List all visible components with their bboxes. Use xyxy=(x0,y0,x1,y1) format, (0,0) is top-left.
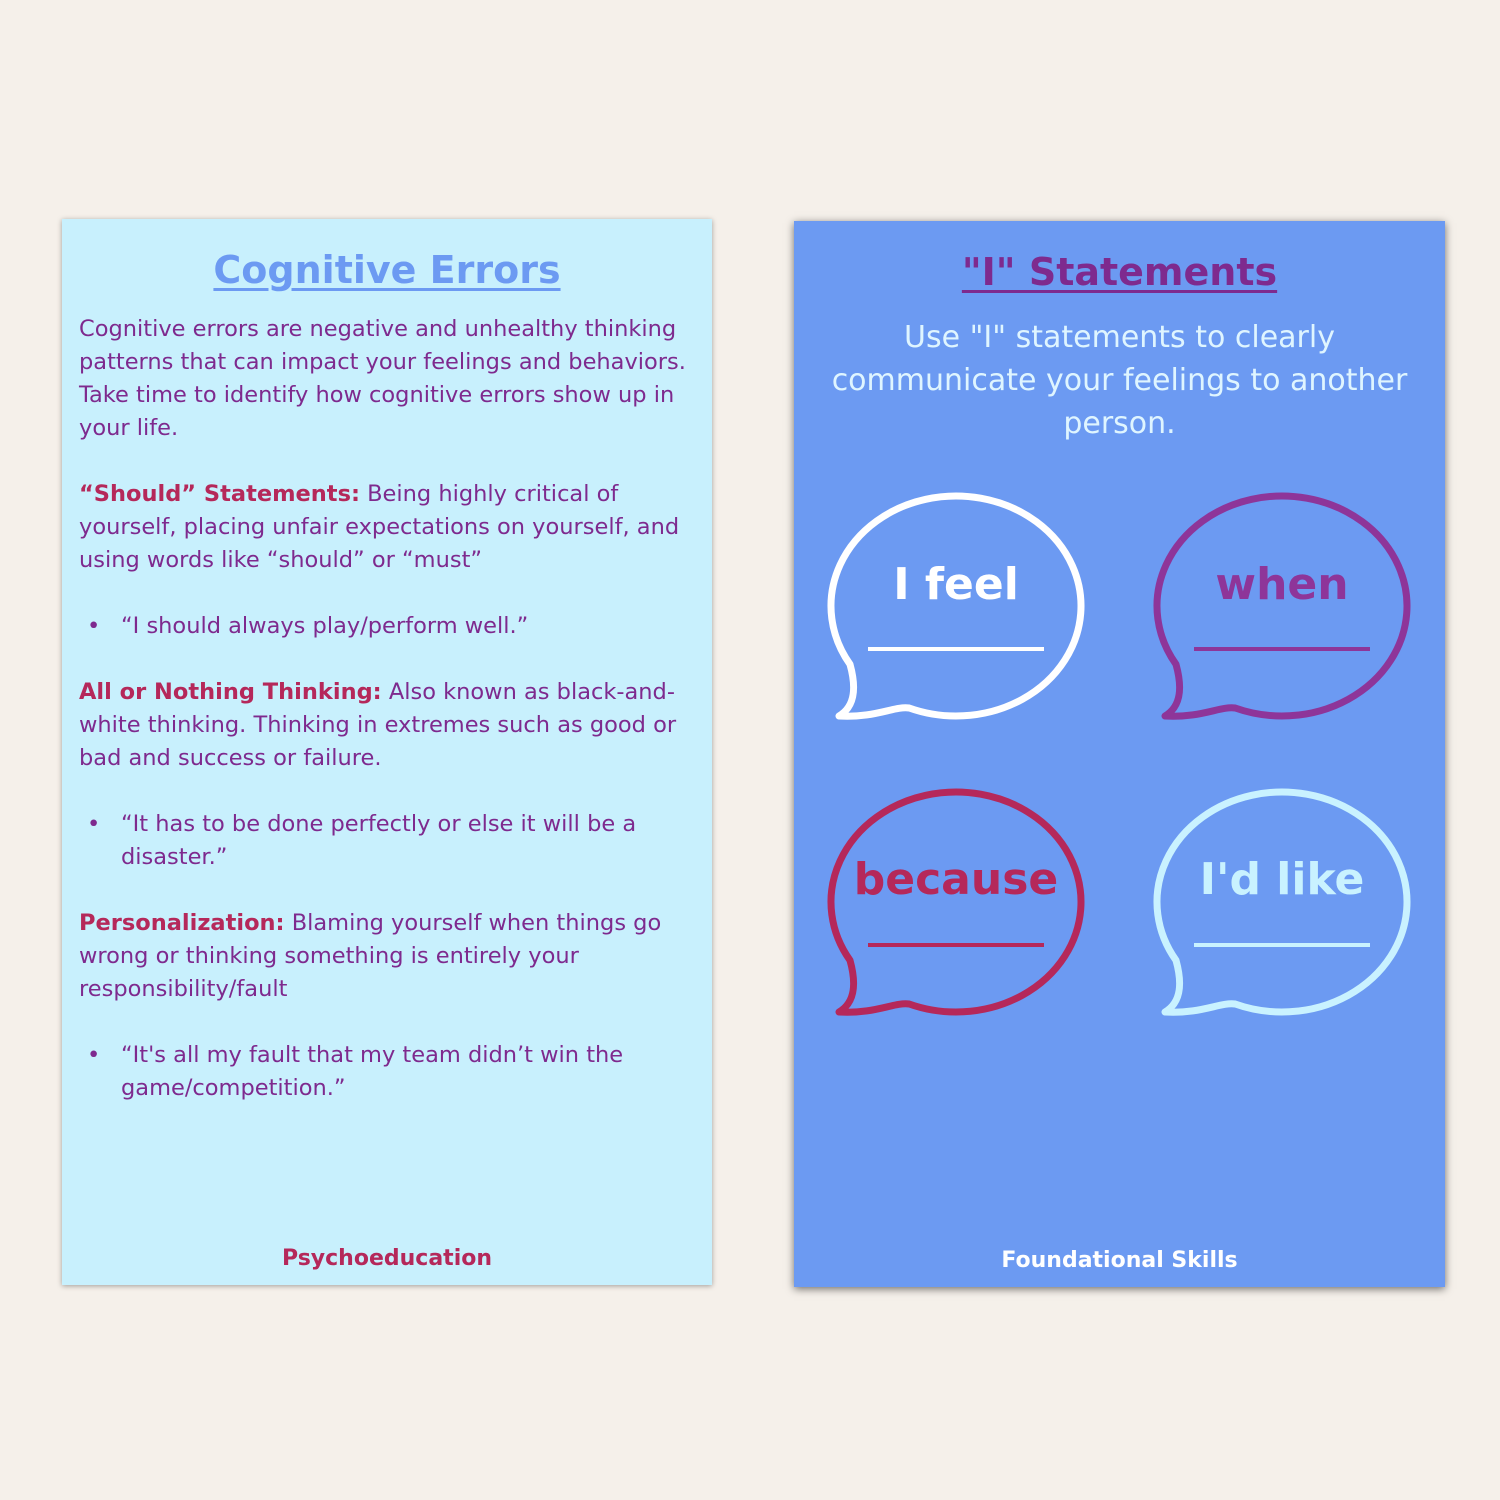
bullet-dot: • xyxy=(87,1042,101,1068)
all-or-nothing-example xyxy=(79,808,701,874)
intro-paragraph: Cognitive errors are negative and unhealthy thinking patterns that can impact your feelings and behaviors. Take time to identify how cognitive errors show up in your life. xyxy=(79,316,686,441)
speech-bubbles-graphic xyxy=(794,221,1445,1287)
bubble-word-when: when xyxy=(1215,559,1349,610)
personalization-description: Blaming yourself when things go wrong or thinking something is entirely your responsibility/fault xyxy=(79,910,662,1002)
all-or-nothing-term: All or Nothing Thinking: xyxy=(79,679,382,705)
example-text: “I should always play/perform well.” xyxy=(121,613,529,639)
bubble-word-id-like: I'd like xyxy=(1199,854,1365,905)
should-statements-description: Being highly critical of yourself, placing unfair expectations on yourself, and using words like “should” or “must” xyxy=(79,481,680,573)
bubble-word-because: because xyxy=(853,854,1059,905)
example-text: “It's all my fault that my team didn’t win the game/competition.” xyxy=(121,1042,624,1101)
bullet-dot: • xyxy=(87,613,101,639)
psychoeducation-footer: Psychoeducation xyxy=(281,1246,493,1271)
personalization-example xyxy=(79,1039,701,1105)
bullet-dot: • xyxy=(87,811,101,837)
cognitive-errors-body xyxy=(79,313,701,1105)
cognitive-errors-title: Cognitive Errors xyxy=(213,248,561,292)
should-statements-example xyxy=(79,610,701,643)
bubble-word-i-feel: I feel xyxy=(893,559,1019,610)
i-statements-subtitle: Use "I" statements to clearly communicate your feelings to another person. xyxy=(831,320,1408,441)
foundational-skills-footer: Foundational Skills xyxy=(1001,1248,1238,1273)
should-statements-paragraph xyxy=(79,478,701,577)
example-text: “It has to be done perfectly or else it will be a disaster.” xyxy=(121,811,637,870)
i-statements-title: "I" Statements xyxy=(961,250,1278,294)
all-or-nothing-description: Also known as black-and-white thinking. Thinking in extremes such as good or bad and success or failure. xyxy=(79,679,677,771)
should-statements-term: “Should” Statements: xyxy=(79,481,360,507)
all-or-nothing-paragraph xyxy=(79,676,701,775)
personalization-term: Personalization: xyxy=(79,910,285,936)
personalization-paragraph xyxy=(79,907,701,1006)
